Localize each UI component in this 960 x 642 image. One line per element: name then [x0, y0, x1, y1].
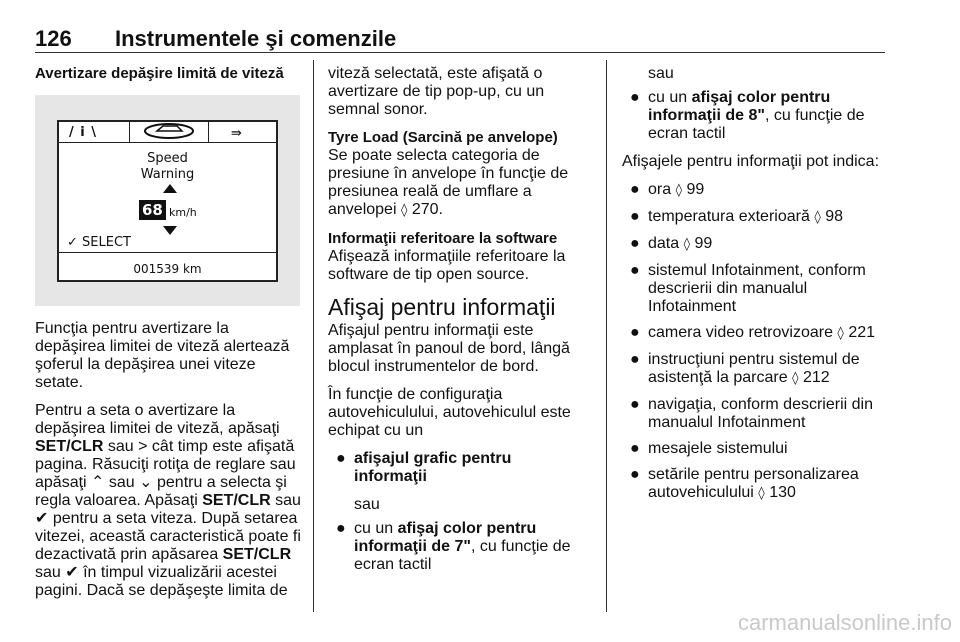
configuration-text: În funcţie de configuraţia autovehiculului, autovehiculul este echipat cu un [328, 386, 571, 439]
speed-warning-instructions: Pentru a seta o avertizare la depăşirea limitei de viteză, apăsaţi SET/CLR sau > cât timp este afişată pagina. Răsuciţi rotiţa de reglare sau apăsaţi ⌃ sau ⌄ pentru a selecta şi regla valoarea. Apăsaţi SET/CLR sau ✔ pentru a seta viteza. După setarea vitezei, această caracteristică poate fi dezactivată prin apăsarea SET/CLR sau ✔ în timpul vizualizării acestei pagini. Dacă se depăşeşte limita de [35, 402, 301, 599]
tyre-load-heading: Tyre Load (Sarcină pe anvelope) [328, 129, 558, 146]
page-header [35, 26, 885, 52]
bullet-icon: ● [630, 396, 640, 413]
speed-warning-continuation: viteză selectată, este afişată o avertizare de tip pop-up, cu un semnal sonor. [328, 65, 545, 118]
or-separator: sau [354, 496, 380, 513]
bullet-icon: ● [630, 351, 640, 368]
software-info-text: Afişează informaţiile referitoare la software de tip open source. [328, 248, 566, 283]
speed-value: 68 [139, 200, 166, 220]
bullet-icon: ● [630, 89, 640, 106]
list-item: ● temperatura exterioară ◊ 98 [630, 208, 843, 225]
bullet-icon: ● [630, 181, 640, 198]
info-display-intro: Afişajele pentru informaţii pot indica: [622, 153, 880, 170]
page-ref-icon: ◊ [400, 203, 408, 218]
instrument-display-screen [57, 120, 278, 282]
bullet-icon: ● [336, 520, 346, 537]
page-ref-icon: ◊ [758, 486, 765, 501]
chevron-right-icon: > [138, 438, 148, 455]
list-item: ● cu un afişaj color pentru informaţii de 8", cu funcţie de ecran tactil [630, 89, 865, 142]
list-item: ● camera video retrovizoare ◊ 221 [630, 324, 876, 341]
display-separator-bottom [59, 252, 276, 253]
arrow-up-icon [163, 184, 177, 193]
bullet-icon: ● [630, 440, 640, 457]
warning-label: Warning [140, 167, 195, 182]
column-3 [622, 65, 890, 513]
page-title: Instrumentele şi comenzile [115, 26, 397, 51]
list-item: ● cu un afişaj color pentru informaţii de 7", cu funcţie de ecran tactil [336, 520, 571, 573]
car-tab-icon [129, 120, 209, 143]
display-type-list-3 [622, 89, 890, 143]
list-item: ● instrucţiuni pentru sistemul de asistenţă la parcare ◊ 212 [630, 351, 860, 386]
software-info-heading: Informaţii referitoare la software [328, 230, 558, 247]
checkmark-icon: ✔ [65, 564, 79, 581]
odometer-readout: 001539 km [133, 262, 202, 276]
page-ref-icon: ◊ [683, 237, 691, 252]
bullet-icon: ● [630, 262, 640, 279]
select-label: ✓ SELECT [67, 235, 131, 250]
speed-label: Speed [147, 151, 188, 166]
info-display-heading: Afişaj pentru informaţii [328, 294, 556, 320]
watermark: carmanualsonline.info [737, 610, 952, 635]
column-divider-1 [313, 60, 314, 612]
list-item: ● setările pentru personalizarea autovehiculului ◊ 130 [630, 466, 859, 501]
bullet-icon: ● [336, 450, 346, 467]
settings-tab-icon: ⇛ [231, 126, 242, 141]
page-number: 126 [35, 26, 72, 51]
list-item: ● afişajul grafic pentru informaţii [336, 450, 512, 485]
page-ref-icon: ◊ [675, 183, 683, 198]
column-divider-2 [606, 60, 607, 612]
chevron-up-icon: ⌃ [91, 474, 105, 491]
tyre-load-text: Se poate selecta categoria de presiune în anvelope în funcţie de presiunea reală de umflare a anvelopei ◊ 270. [328, 147, 569, 218]
arrow-down-icon [163, 226, 177, 235]
bullet-icon: ● [630, 208, 640, 225]
list-item: ● mesajele sistemului [630, 440, 788, 457]
speed-unit: km/h [169, 206, 197, 219]
list-item: ● navigaţia, conform descrierii din manualul Infotainment [630, 396, 873, 431]
page-ref-icon: ◊ [837, 326, 844, 341]
column-1 [35, 65, 303, 610]
list-item: ● sistemul Infotainment, conform descrierii din manualul Infotainment [630, 262, 866, 315]
or-separator: sau [648, 65, 674, 82]
speed-warning-display-figure [35, 95, 300, 306]
page-ref-icon: ◊ [792, 371, 799, 386]
info-tab-icon: / i \ [69, 125, 98, 140]
speed-warning-description: Funcţia pentru avertizare la depăşirea limitei de viteză alertează şoferul la depăşirea unei viteze setate. [35, 320, 290, 391]
column-2 [328, 65, 588, 584]
display-type-list-2 [328, 520, 588, 574]
list-item: ● ora ◊ 99 [630, 181, 705, 198]
chevron-down-icon: ⌄ [139, 474, 153, 491]
display-separator-top [59, 142, 276, 143]
info-display-items [622, 181, 890, 503]
info-display-location-text: Afişajul pentru informaţii este amplasat în panoul de bord, lângă blocul instrumentelor de bord. [328, 322, 570, 375]
display-type-list [328, 450, 588, 486]
list-item: ● data ◊ 99 [630, 235, 713, 252]
checkmark-icon: ✔ [35, 510, 49, 527]
page-ref-icon: ◊ [814, 210, 821, 225]
header-rule [35, 52, 885, 53]
bullet-icon: ● [630, 324, 640, 341]
speed-warning-heading: Avertizare depăşire limită de viteză [35, 65, 284, 82]
bullet-icon: ● [630, 235, 640, 252]
bullet-icon: ● [630, 466, 640, 483]
